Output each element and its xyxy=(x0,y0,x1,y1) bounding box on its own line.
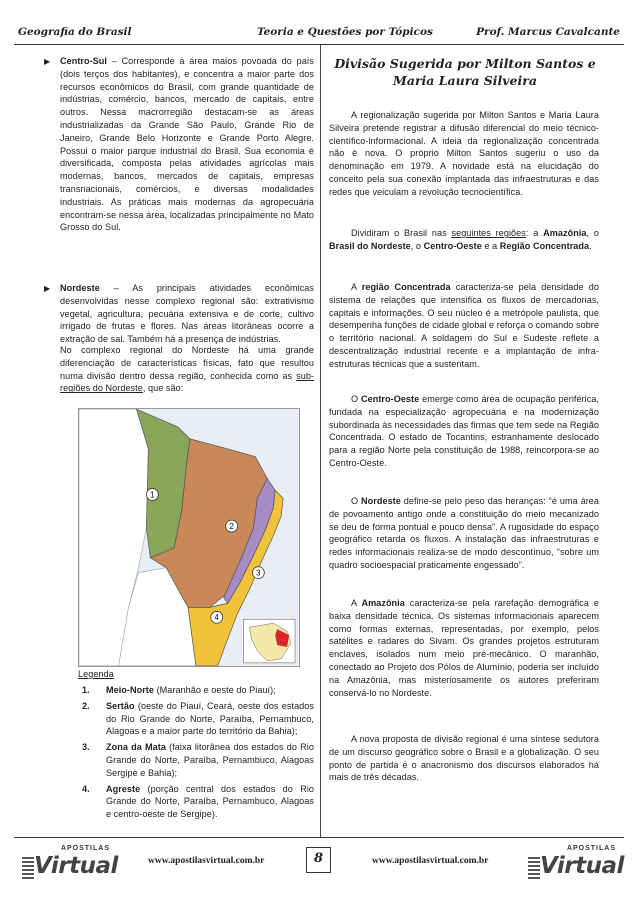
northeast-subregions-map xyxy=(78,408,300,667)
legend-term: Agreste xyxy=(106,783,141,794)
legend-term: Zona da Mata xyxy=(106,742,166,753)
legend-list xyxy=(78,684,314,821)
header-subject: Geografia do Brasil xyxy=(18,26,132,38)
nordeste-r-term: Nordeste xyxy=(361,496,401,506)
paragraph-regions xyxy=(329,227,599,253)
nordeste-term: Nordeste xyxy=(60,283,100,293)
concentrada-text: caracteriza-se pela densidade do sistema de relações que intensifica os fluxos de mercadorias, capitais e informações. O seu núcleo é a metrópole paulista, que desempenha funções de cidade global e reforça o comando sobre o território nacional. A soldagem do Sul e Sudeste reflete a descentralização industrial recente e a implantação de infra-estruturas técnicas que a sustentam. xyxy=(329,282,599,369)
legend-desc: (faixa litorânea dos estados do Rio Grande do Norte, Paraíba, Pernambuco, Alagoas Sergipe e Bahia); xyxy=(106,742,314,778)
legend-term: Sertão xyxy=(106,700,135,711)
legend-desc: (Maranhão e oeste do Piauí); xyxy=(154,685,276,695)
region-brasil-nordeste: Brasil do Nordeste xyxy=(329,240,411,251)
footer-url-left[interactable]: www.apostilasvirtual.com.br xyxy=(148,856,265,866)
legend-item xyxy=(78,700,314,738)
map-label-2: 2 xyxy=(229,522,234,532)
subregions-intro-text: No complexo regional do Nordeste há uma grande diferenciação de características físicas, fato que resultou numa divisão dentro dessa região, conhecida como as xyxy=(60,345,314,381)
legend-number: 2. xyxy=(82,700,90,711)
centro-sul-term: Centro-Sul xyxy=(60,56,107,66)
map-label-4: 4 xyxy=(214,613,219,623)
legend-item xyxy=(78,783,314,821)
header-book-title: Teoria e Questões por Tópicos xyxy=(257,26,433,38)
legend-number: 1. xyxy=(82,685,90,695)
amazonia-text: A xyxy=(351,598,362,608)
regions-text: . xyxy=(589,240,592,251)
subregions-intro-end: , que são: xyxy=(142,383,184,394)
page-number: 8 xyxy=(306,847,331,873)
subregions-link[interactable]: sub-regiões do Nordeste xyxy=(60,370,314,394)
centro-oeste-text: O xyxy=(351,394,362,404)
paragraph-conclusion: A nova proposta de divisão regional é uma síntese sedutora de um discurso geográfico sobre o Brasil e a globalização. O seu ponto de partida é o anacronismo dos discursos elaborados há mais de três décadas. xyxy=(329,734,599,783)
region-amazonia: Amazônia xyxy=(543,228,587,238)
nordeste-text: – As principais atividades econômicas desenvolvidas nesse complexo regional são: extrativismo vegetal, agricultura, pecuária extensiva e de corte, cultivo irrigado de frutas e flores. Nas áreas litorâneas ocorre a extração de sal. Também há a presença de indústrias. xyxy=(60,283,314,345)
paragraph-nordeste xyxy=(329,495,599,572)
bullet-arrow-icon: ▶ xyxy=(44,284,51,293)
subregions-intro xyxy=(60,344,314,395)
regions-text: e a xyxy=(481,240,500,251)
regions-text: : a xyxy=(525,228,544,238)
legend-number: 3. xyxy=(82,742,90,753)
paragraph-regiao-concentrada xyxy=(329,281,599,371)
legend-item xyxy=(78,684,314,697)
regions-text: , o xyxy=(586,228,599,238)
legend-desc: (oeste do Piauí, Ceará, oeste dos estados do Rio Grande do Norte, Paraíba, Pernambuco, Alagoas e a maior parte do território da Bahia); xyxy=(106,700,314,737)
footer-logo-left xyxy=(20,843,118,887)
centro-oeste-term: Centro-Oeste xyxy=(361,394,420,404)
regions-link[interactable]: seguintes regiões xyxy=(451,228,526,238)
nordeste-r-text: O xyxy=(351,496,362,506)
footer-logo-right xyxy=(526,843,624,887)
column-divider xyxy=(320,45,321,837)
brazil-inset-map xyxy=(244,619,296,663)
logo-bars-icon xyxy=(22,857,34,879)
nordeste-paragraph xyxy=(60,282,314,346)
header-author: Prof. Marcus Cavalcante xyxy=(476,26,620,38)
legend-item xyxy=(78,741,314,779)
page-header xyxy=(14,26,624,44)
region-concentrada: Região Concentrada xyxy=(499,240,590,251)
logo-main-text: Virtual xyxy=(540,853,624,879)
map-legend xyxy=(78,667,314,824)
centro-oeste-text: emerge como área de ocupação periférica, fundada na especialização agropecuária e na modernização subordinada às necessidades das firmas que tem sede na Região Concentrada. O estado de Tocantins, estranhamente deslocado para a região Norte pela constituição de 1988, reincorpora-se ao Centro-Oeste. xyxy=(329,394,600,468)
map-label-1: 1 xyxy=(150,490,155,500)
amazonia-term: Amazônia xyxy=(361,598,405,608)
logo-top-text: APOSTILAS xyxy=(566,845,616,852)
centro-sul-text: – Corresponde à área maios povoada do país (dois terços dos habitantes), e concentra a maior parte dos recursos econômicos do Brasil, com grande quantidade de indústrias, comércio, bancos, mercado de capitais, entre outros. Nessa macrorregião destacam-se as áreas industrializadas da Grande São Paulo, Grande Rio de Janeiro, Grande Belo Horizonte e Grande Porto Alegre. Possui o maior parque industrial do Brasil. Sua economia é diversificada, composta pelas atividades agrícolas mais modernas, bancos, mercados de capitais, empresas transnacionais, comércios, e diversas modalidades industriais. As práticas mais modernas da agropecuária encontram-se nessa área, localizadas principalmente no Mato Grosso do Sul. xyxy=(60,56,314,233)
logo-main-text: Virtual xyxy=(34,853,118,879)
nordeste-r-text: define-se pelo peso das heranças: “é uma área de povoamento antigo onde a constituição do meio mecanizado se deu de forma pontual e pouco densa”. A rugosidade do espaço geográfico retarda os fluxos. A instalação das infraestruturas e redes informacionais realiza-se de modo descontínuo, “sobre um quadro socioespacial praticamente engessado”. xyxy=(329,496,599,570)
centro-sul-paragraph xyxy=(60,55,314,234)
paragraph-centro-oeste xyxy=(329,393,599,470)
legend-number: 4. xyxy=(82,783,90,794)
concentrada-term: região Concentrada xyxy=(361,282,451,292)
section-title: Divisão Sugerida por Milton Santos e Maria Laura Silveira xyxy=(334,56,596,88)
legend-desc: (porção central dos estados do Rio Grande do Norte, Paraíba, Pernambuco, Alagoas e centro-oeste de Sergipe). xyxy=(106,783,314,820)
logo-top-text: APOSTILAS xyxy=(60,845,110,852)
region-centro-oeste: Centro-Oeste xyxy=(423,240,482,251)
regions-text: , o xyxy=(410,240,424,251)
bullet-arrow-icon: ▶ xyxy=(44,57,51,66)
legend-term: Meio-Norte xyxy=(106,685,154,695)
footer-rule xyxy=(14,837,624,838)
paragraph-amazonia xyxy=(329,597,599,699)
concentrada-text: A xyxy=(351,282,362,292)
logo-bars-icon xyxy=(528,857,540,879)
regions-text: Dividiram o Brasil nas xyxy=(351,228,452,238)
legend-title: Legenda xyxy=(78,669,114,679)
paragraph-intro: A regionalização sugerida por Milton Santos e Maria Laura Silveira pretende registrar a difusão diferencial do meio técnico-científico-informacional. A ideia da regionalização concentrada não é nova. O próprio Milton Santos sugeriu o uso da denominação em 1979. A novidade está na elucidação do conceito pela sua conexão implantada das infraestruturas e das redes que veiculam a revolução tecnocientífica. xyxy=(329,110,599,197)
header-rule xyxy=(14,44,624,45)
map-label-3: 3 xyxy=(256,568,261,578)
footer-url-right[interactable]: www.apostilasvirtual.com.br xyxy=(372,856,489,866)
amazonia-text: caracteriza-se pela rarefação demográfica e baixa densidade técnica. Os sistemas informacionais aparecem como formas externas, representadas, por exemplo, pelos satélites e radares do Sivam. Os grandes projetos estruturam enclaves, isolados num meio pré-mecânico. O maranhão, conectado ao Projeto dos Pólos de Alumínio, poderia ser incluído na Amazônia, mas misteriosamente os autores preferiram conservá-lo no Nordeste. xyxy=(329,598,599,698)
